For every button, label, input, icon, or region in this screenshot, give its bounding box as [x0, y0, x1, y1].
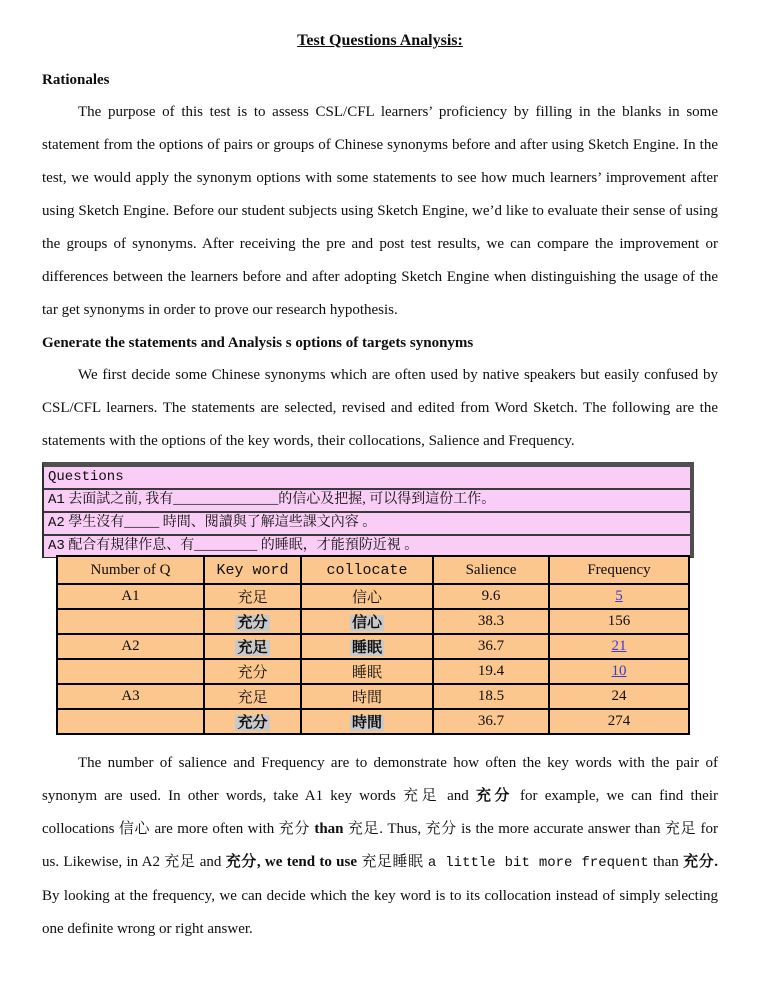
cell-frequency — [549, 584, 689, 609]
question-row-a3 — [44, 536, 690, 557]
question-row-a2 — [44, 513, 690, 536]
cell-question: A1 — [57, 584, 204, 609]
text-segment: The number of salience and Frequency are to demonstrate how often the key words with the pair of synonym are used. In other words, take A1 key words 充足 and — [42, 755, 718, 804]
highlighted-collocate: 信心 — [351, 615, 382, 631]
cell-frequency: 156 — [549, 609, 689, 634]
generate-heading: Generate the statements and Analysis s options of targets synonyms — [42, 335, 474, 351]
highlighted-key-word: 充足 — [237, 640, 268, 656]
questions-table — [42, 462, 694, 558]
rationales-heading: Rationales — [42, 72, 110, 88]
table-row — [57, 659, 689, 684]
highlighted-collocate: 睡眠 — [351, 640, 382, 656]
text-segment-bold: 充分 — [475, 788, 513, 804]
text-segment-bold: than — [314, 821, 344, 837]
question-text: 學生沒有_____ 時間、閱讀與了解這些課文內容 。 — [68, 515, 377, 530]
question-id: A1 — [48, 492, 65, 508]
text-segment-mono: a little bit more frequent — [427, 855, 649, 871]
col-frequency: Frequency — [549, 556, 689, 584]
cell-key-word: 充足 — [204, 584, 301, 609]
cell-question: A2 — [57, 634, 204, 659]
analysis-table — [56, 555, 690, 735]
table-row — [57, 634, 689, 659]
cell-frequency: 24 — [549, 684, 689, 709]
table-row — [57, 609, 689, 634]
cell-salience: 36.7 — [433, 709, 549, 734]
text-segment: 充足睡眠 — [357, 854, 428, 870]
cell-collocate: 睡眠 — [301, 659, 433, 684]
cell-salience: 36.7 — [433, 634, 549, 659]
table-row — [57, 584, 689, 609]
cell-frequency — [549, 634, 689, 659]
cell-collocate — [301, 609, 433, 634]
cell-key-word — [204, 709, 301, 734]
text-segment: 充足. Thus, 充分 is the more accurate answer than 充足 for us. Likewise, in A2 充足 and — [42, 821, 718, 870]
cell-key-word — [204, 634, 301, 659]
cell-salience: 38.3 — [433, 609, 549, 634]
cell-frequency: 274 — [549, 709, 689, 734]
cell-collocate: 信心 — [301, 584, 433, 609]
col-key-word: Key word — [204, 556, 301, 584]
cell-question — [57, 659, 204, 684]
question-text: 去面試之前, 我有_______________的信心及把握, 可以得到這份工作。 — [68, 492, 496, 507]
cell-collocate — [301, 709, 433, 734]
col-collocate: collocate — [301, 556, 433, 584]
questions-table-title: Questions — [48, 469, 124, 485]
cell-salience: 19.4 — [433, 659, 549, 684]
highlighted-key-word: 充分 — [237, 615, 268, 631]
text-segment: than — [648, 854, 684, 870]
frequency-link[interactable]: 10 — [611, 663, 627, 679]
cell-collocate — [301, 634, 433, 659]
highlighted-collocate: 時間 — [351, 715, 382, 731]
text-segment: By looking at the frequency, we can decide which the key word is to its collocation instead of simply selecting one definite wrong or right answer. — [42, 888, 718, 937]
frequency-link[interactable]: 21 — [611, 638, 627, 654]
paragraph-analysis — [42, 747, 718, 946]
cell-salience: 18.5 — [433, 684, 549, 709]
cell-question — [57, 709, 204, 734]
analysis-header-row — [57, 556, 689, 584]
frequency-link[interactable]: 5 — [615, 588, 623, 604]
page-title: Test Questions Analysis: — [297, 32, 463, 49]
cell-question — [57, 609, 204, 634]
cell-frequency — [549, 659, 689, 684]
paragraph-rationale: The purpose of this test is to assess CSL/CFL learners’ proficiency by filling in the blanks in some statement from the options of pairs or groups of Chinese synonyms before and after using Sketch Engine. In the test, we would apply the synonym options with some statements to see how much learners’ improvement after using Sketch Engine. Before our student subjects using Sketch Engine, we’d like to evaluate their sense of using the groups of synonyms. After receiving the pre and post test results, we can compare the improvement or differences between the learners before and after adopting Sketch Engine when distinguishing the usage of the tar get synonyms in order to prove our research hypothesis. — [42, 104, 718, 318]
cell-salience: 9.6 — [433, 584, 549, 609]
question-row-a1 — [44, 490, 690, 513]
questions-table-header-row — [44, 467, 690, 490]
text-segment-bold: 充分, we tend to use — [225, 854, 357, 870]
question-id: A2 — [48, 515, 65, 531]
col-salience: Salience — [433, 556, 549, 584]
cell-key-word: 充足 — [204, 684, 301, 709]
question-text: 配合有規律作息、有_________ 的睡眠，才能預防近視 。 — [68, 538, 419, 553]
cell-key-word: 充分 — [204, 659, 301, 684]
paragraph-method: We first decide some Chinese synonyms which are often used by native speakers but easily confused by CSL/CFL learners. The statements are selected, revised and edited from Word Sketch. The following are the statements with the options of the key words, their collocations, Salience and Frequency. — [42, 367, 718, 449]
cell-key-word — [204, 609, 301, 634]
table-row — [57, 684, 689, 709]
col-number-of-q: Number of Q — [57, 556, 204, 584]
table-row — [57, 709, 689, 734]
text-segment: for example, we can find their collocations 信心 are more often with 充分 — [42, 788, 718, 837]
cell-question: A3 — [57, 684, 204, 709]
cell-collocate: 時間 — [301, 684, 433, 709]
question-id: A3 — [48, 538, 65, 554]
text-segment-bold: 充分. — [683, 854, 718, 870]
highlighted-key-word: 充分 — [237, 715, 268, 731]
